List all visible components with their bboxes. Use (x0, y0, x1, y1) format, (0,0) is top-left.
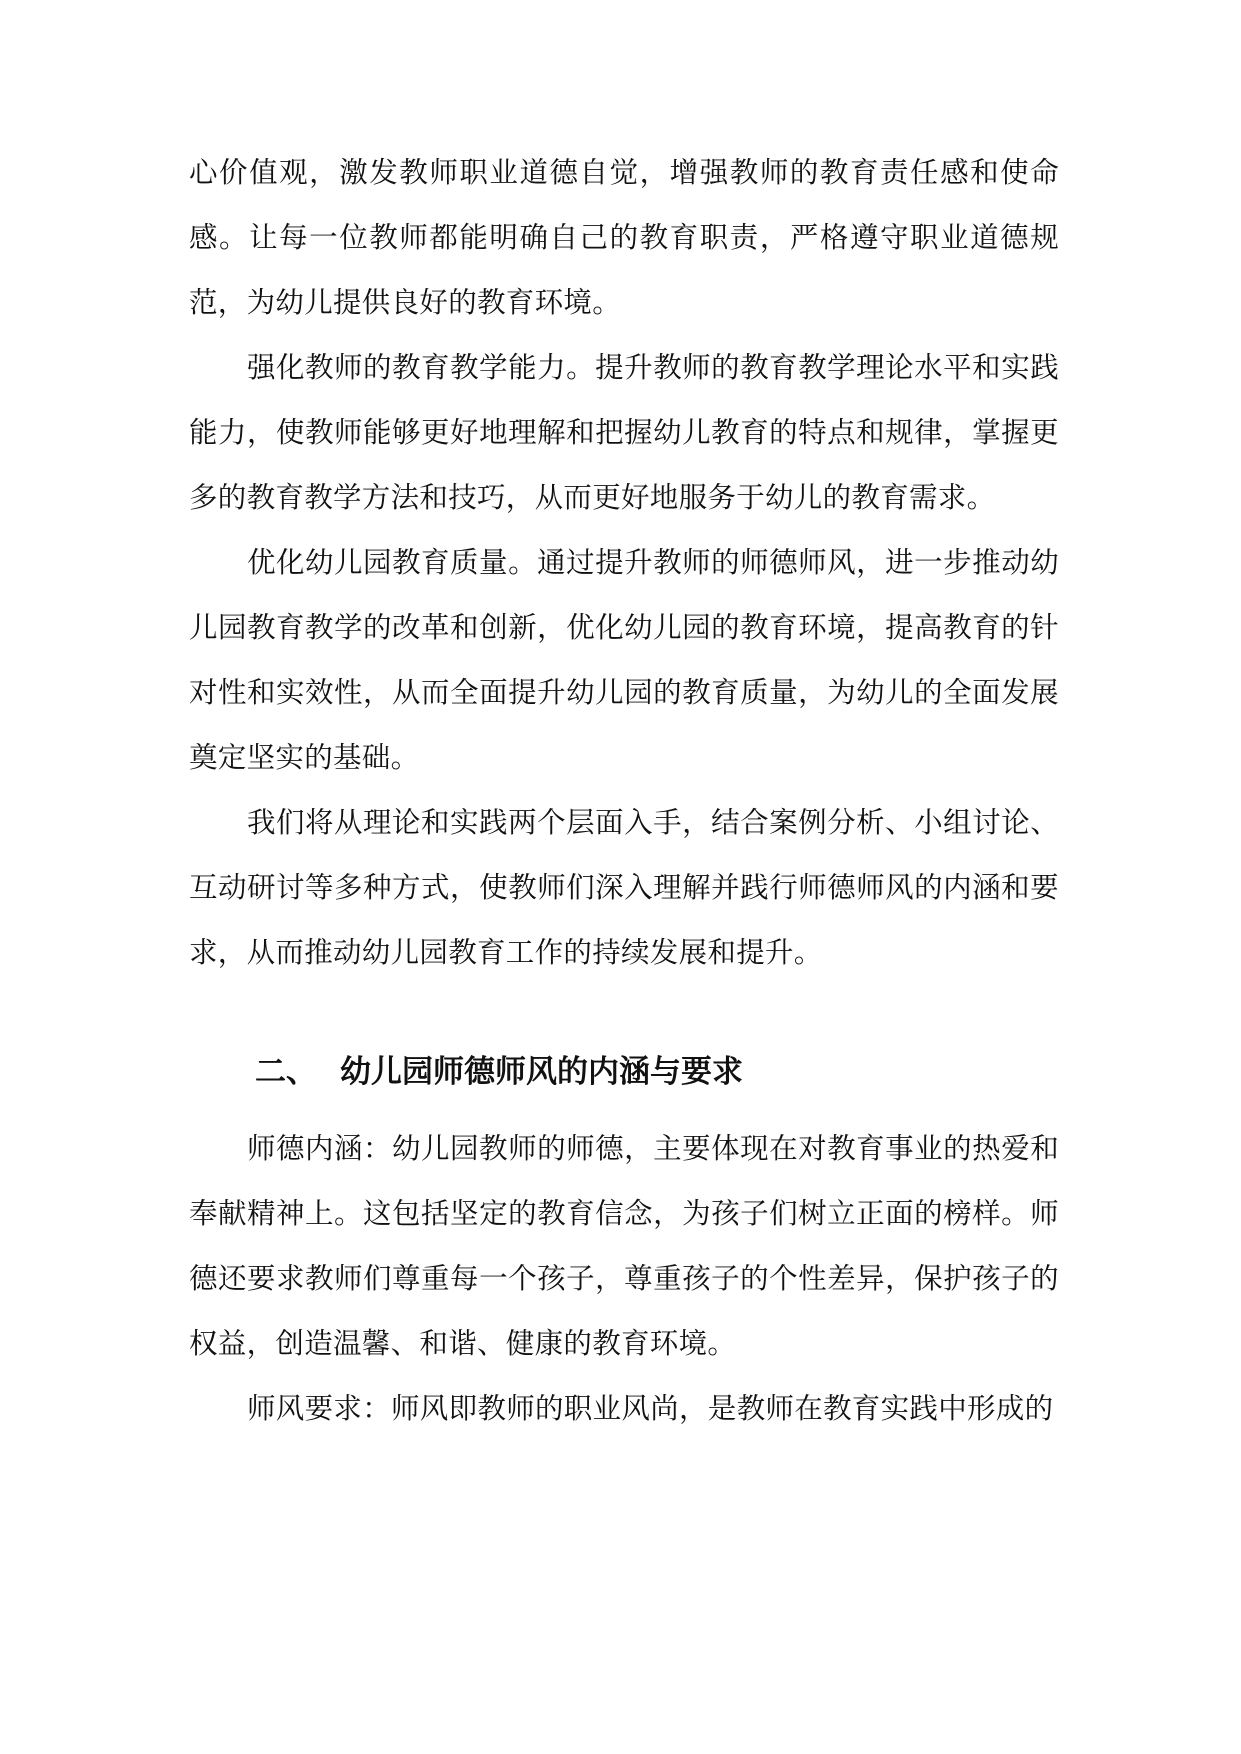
section-heading (189, 1040, 1059, 1105)
paragraph-education-quality: 优化幼儿园教育质量。通过提升教师的师德师风，进一步推动幼儿园教育教学的改革和创新，优化幼儿园的教育环境，提高教育的针对性和实效性，从而全面提升幼儿园的教育质量，为幼儿的全面发展奠定坚实的基础。 (189, 546, 1059, 774)
paragraph-approach: 我们将从理论和实践两个层面入手，结合案例分析、小组讨论、互动研讨等多种方式，使教师们深入理解并践行师德师风的内涵和要求，从而推动幼儿园教育工作的持续发展和提升。 (189, 806, 1059, 969)
paragraph-ethics-connotation: 师德内涵：幼儿园教师的师德，主要体现在对教育事业的热爱和奉献精神上。这包括坚定的教育信念，为孩子们树立正面的榜样。师德还要求教师们尊重每一个孩子，尊重孩子的个性差异，保护孩子的权益，创造温馨、和谐、健康的教育环境。 (189, 1132, 1059, 1360)
paragraph-core-values: 心价值观，激发教师职业道德自觉，增强教师的教育责任感和使命感。让每一位教师都能明确自己的教育职责，严格遵守职业道德规范，为幼儿提供良好的教育环境。 (189, 156, 1059, 319)
paragraph-teaching-ability: 强化教师的教育教学能力。提升教师的教育教学理论水平和实践能力，使教师能够更好地理解和把握幼儿教育的特点和规律，掌握更多的教育教学方法和技巧，从而更好地服务于幼儿的教育需求。 (189, 351, 1059, 514)
paragraph-style-requirements: 师风要求：师风即教师的职业风尚，是教师在教育实践中形成的 (247, 1392, 1054, 1425)
section-title: 幼儿园师德师风的内涵与要求 (340, 1054, 743, 1090)
document-body (189, 140, 1059, 1441)
section-number: 二、 (255, 1054, 317, 1090)
